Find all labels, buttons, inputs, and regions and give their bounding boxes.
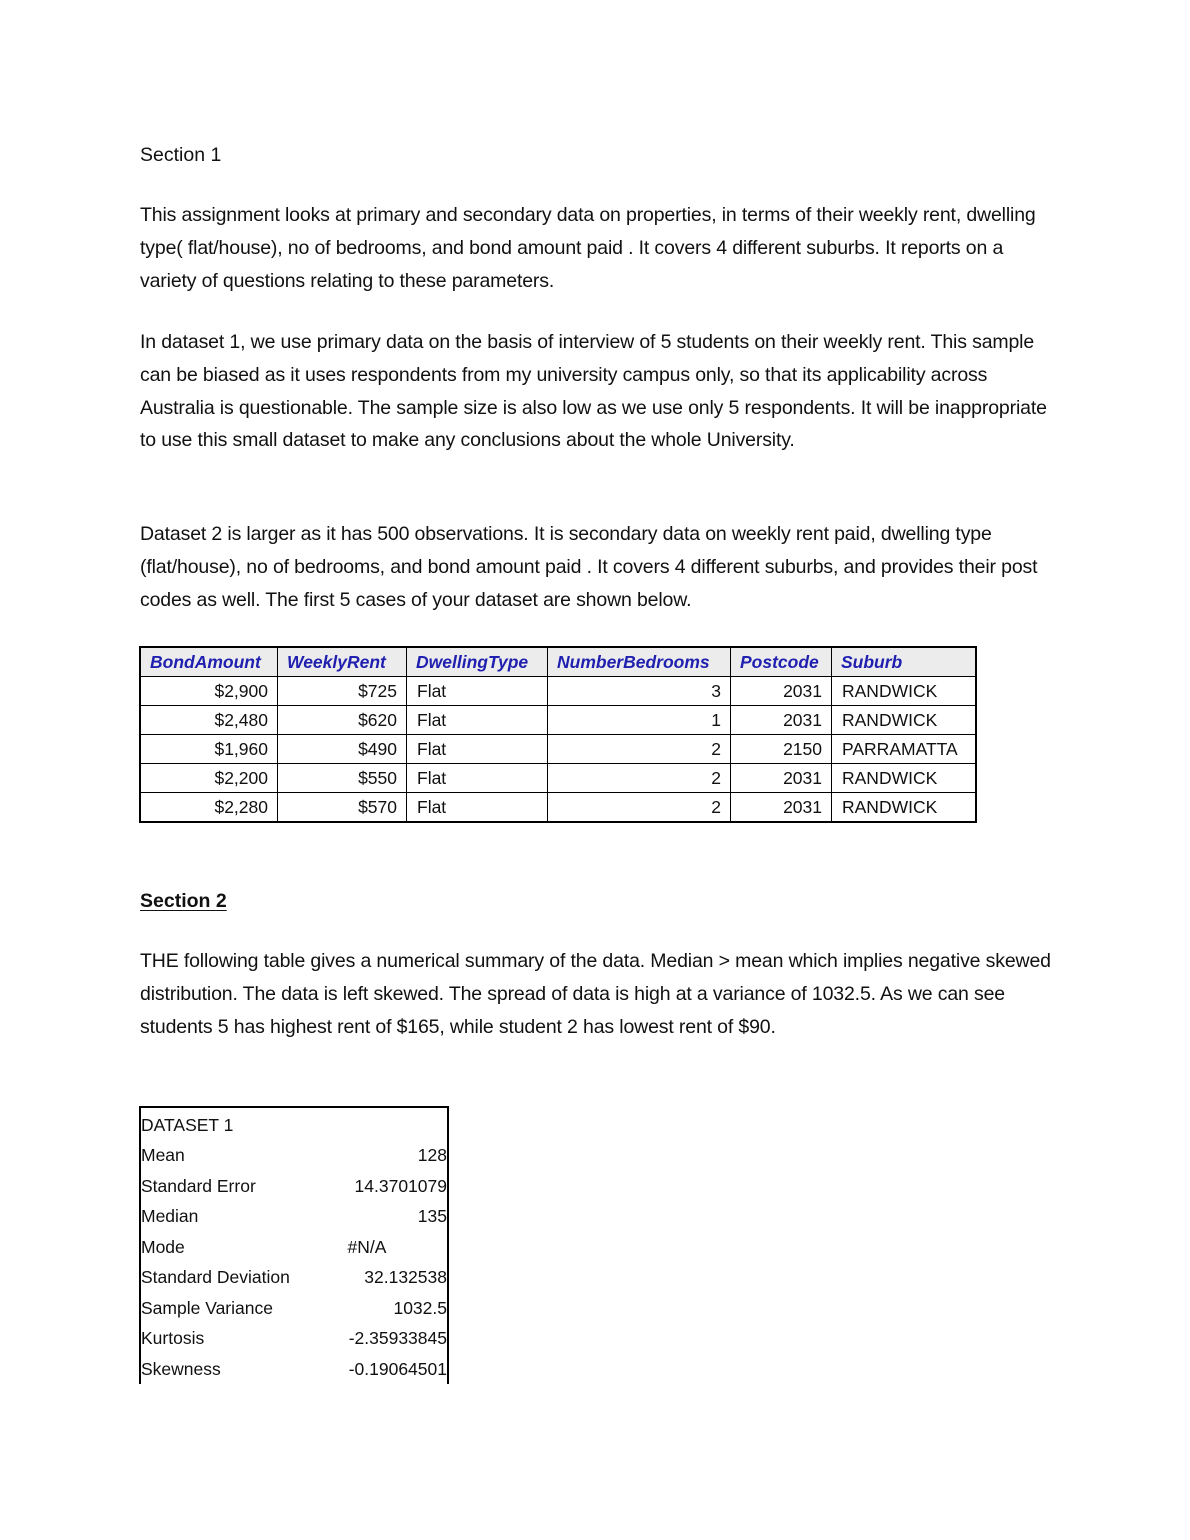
suburb-cell: PARRAMATTA bbox=[832, 735, 977, 764]
dataset2-paragraph: Dataset 2 is larger as it has 500 observations. It is secondary data on weekly rent paid, dwelling type (flat/house), no of bedrooms, and bond amount paid . It covers 4 different suburbs, and provides their post codes as well. The first 5 cases of your dataset are shown below. bbox=[140, 523, 1038, 611]
summary-row-mode bbox=[141, 1232, 447, 1263]
postcode-cell: 2150 bbox=[731, 735, 832, 764]
summary-label: Kurtosis bbox=[141, 1328, 205, 1348]
summary-label: Skewness bbox=[141, 1358, 221, 1379]
bond-amount-cell: $2,480 bbox=[140, 706, 278, 735]
summary-value: #N/A bbox=[347, 1236, 387, 1257]
number-bedrooms-cell: 2 bbox=[548, 764, 731, 793]
number-bedrooms-cell: 2 bbox=[548, 735, 731, 764]
summary-row-mean bbox=[141, 1140, 447, 1171]
weekly-rent-cell: $490 bbox=[278, 735, 407, 764]
number-bedrooms-cell: 2 bbox=[548, 793, 731, 823]
weekly-rent-cell: $570 bbox=[278, 793, 407, 823]
suburb-cell: RANDWICK bbox=[832, 677, 977, 706]
suburb-cell: RANDWICK bbox=[832, 706, 977, 735]
summary-label: Sample Variance bbox=[141, 1297, 273, 1318]
summary-row-median bbox=[141, 1201, 447, 1232]
dwelling-type-cell: Flat bbox=[407, 764, 548, 793]
dataset1-summary-table bbox=[139, 1106, 449, 1384]
weekly-rent-cell: $550 bbox=[278, 764, 407, 793]
suburb-cell: RANDWICK bbox=[832, 764, 977, 793]
section-1-heading: Section 1 bbox=[140, 144, 222, 166]
dwelling-type-cell: Flat bbox=[407, 793, 548, 823]
bond-amount-cell: $1,960 bbox=[140, 735, 278, 764]
table-row bbox=[140, 764, 976, 793]
column-header-postcode: Postcode bbox=[731, 647, 832, 677]
column-header-bond-amount: BondAmount bbox=[140, 647, 278, 677]
summary-title: DATASET 1 bbox=[141, 1115, 234, 1135]
summary-label: Standard Deviation bbox=[141, 1267, 290, 1287]
suburb-cell: RANDWICK bbox=[832, 793, 977, 823]
summary-row-standard-deviation bbox=[141, 1262, 447, 1293]
weekly-rent-cell: $620 bbox=[278, 706, 407, 735]
table-header-row bbox=[140, 647, 976, 677]
column-header-number-bedrooms: NumberBedrooms bbox=[548, 647, 731, 677]
dwelling-type-cell: Flat bbox=[407, 735, 548, 764]
postcode-cell: 2031 bbox=[731, 677, 832, 706]
summary-label: Mode bbox=[141, 1236, 185, 1257]
summary-label: Standard Error bbox=[141, 1175, 256, 1196]
section-2-heading: Section 2 bbox=[140, 890, 227, 912]
dataset2-table bbox=[139, 646, 977, 823]
weekly-rent-cell: $725 bbox=[278, 677, 407, 706]
postcode-cell: 2031 bbox=[731, 793, 832, 823]
summary-paragraph: THE following table gives a numerical summary of the data. Median > mean which implies negative skewed distribution. The data is left skewed. The spread of data is high at a variance of 1032.5. As we can see students 5 has highest rent of $165, while student 2 has lowest rent of $90. bbox=[140, 950, 1051, 1038]
summary-row-standard-error bbox=[141, 1171, 447, 1202]
summary-value: 135 bbox=[417, 1206, 447, 1226]
column-header-dwelling-type: DwellingType bbox=[407, 647, 548, 677]
intro-paragraph: This assignment looks at primary and secondary data on properties, in terms of their weekly rent, dwelling type( flat/house), no of bedrooms, and bond amount paid . It covers 4 different suburbs. It reports on a variety of questions relating to these parameters. bbox=[140, 204, 1036, 292]
summary-row-skewness bbox=[141, 1354, 447, 1385]
summary-value: 1032.5 bbox=[393, 1297, 447, 1318]
summary-row-kurtosis bbox=[141, 1323, 447, 1354]
column-header-suburb: Suburb bbox=[832, 647, 977, 677]
summary-label: Median bbox=[141, 1206, 199, 1226]
summary-value: 32.132538 bbox=[364, 1267, 447, 1287]
table-row bbox=[140, 706, 976, 735]
summary-value: 128 bbox=[417, 1145, 447, 1165]
summary-value: -2.35933845 bbox=[348, 1328, 447, 1348]
number-bedrooms-cell: 3 bbox=[548, 677, 731, 706]
postcode-cell: 2031 bbox=[731, 706, 832, 735]
dwelling-type-cell: Flat bbox=[407, 706, 548, 735]
table-row bbox=[140, 793, 976, 823]
summary-value: 14.3701079 bbox=[354, 1175, 447, 1196]
bond-amount-cell: $2,200 bbox=[140, 764, 278, 793]
table-row bbox=[140, 735, 976, 764]
summary-title-row bbox=[141, 1108, 447, 1140]
dataset1-paragraph: In dataset 1, we use primary data on the basis of interview of 5 students on their weekly rent. This sample can be biased as it uses respondents from my university campus only, so that its applicability across Australia is questionable. The sample size is also low as we use only 5 respondents. It will be inappropriate to use this small dataset to make any conclusions about the whole University. bbox=[140, 331, 1047, 452]
bond-amount-cell: $2,900 bbox=[140, 677, 278, 706]
summary-value: -0.19064501 bbox=[348, 1358, 447, 1379]
bond-amount-cell: $2,280 bbox=[140, 793, 278, 823]
dwelling-type-cell: Flat bbox=[407, 677, 548, 706]
summary-label: Mean bbox=[141, 1145, 185, 1165]
summary-row-sample-variance bbox=[141, 1293, 447, 1324]
postcode-cell: 2031 bbox=[731, 764, 832, 793]
column-header-weekly-rent: WeeklyRent bbox=[278, 647, 407, 677]
table-row bbox=[140, 677, 976, 706]
number-bedrooms-cell: 1 bbox=[548, 706, 731, 735]
